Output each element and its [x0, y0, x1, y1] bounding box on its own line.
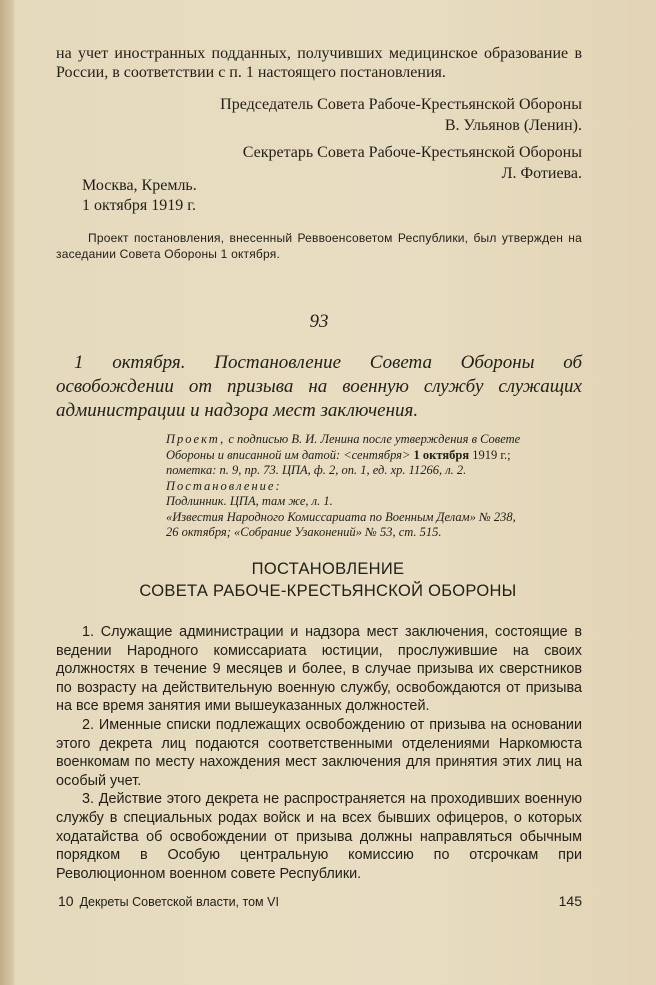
- source-project-text-2: Обороны и вписанной им датой: <сентября>: [166, 447, 411, 462]
- document-title: 1 октября. Постановление Совета Обороны об освобождении от призыва на военную службу служащих администрации и надзора мест заключения.: [56, 352, 582, 421]
- date-text: 1 октября 1919 г.: [82, 197, 196, 214]
- secretary-title: Секретарь Совета Рабоче-Крестьянской Обороны: [242, 144, 582, 161]
- page-footer: [58, 893, 582, 913]
- doc-title-block: [56, 351, 582, 423]
- source-project-line: [166, 432, 584, 448]
- project-note-block: [56, 230, 582, 262]
- document-number: 93: [309, 311, 329, 332]
- chairman-title: Председатель Совета Рабоче-Крестьянской Обороны: [220, 96, 582, 113]
- volume-title: Декреты Советской власти, том VI: [79, 895, 279, 909]
- signature-mark: 10: [58, 893, 74, 909]
- resolution-paragraph-1: 1. Служащие администрации и надзора мест заключения, состоящие в ведении Народного комиссариата юстиции, прослужившие на своих должностях в течение 9 месяцев и более, в случае призыва их сверстников по возрасту на действительную военную службу, освобождаются от призыва на все время занятия ими вышеуказанных должностей.: [56, 624, 582, 715]
- place-date-block: [56, 176, 582, 216]
- resolution-paragraph-3: 3. Действие этого декрета не распространяется на проходивших военную службу в специальных родах войск и на всех бывших офицеров, о которых ходатайства об освобождении от призыва должны направляться обычным порядком в Особую центральную комиссию по отсрочкам при Революционном военном совете Республики.: [56, 791, 582, 882]
- page-number: 145: [558, 893, 582, 909]
- source-resolution-label: Постановление:: [166, 478, 282, 493]
- resolution-heading-line-2: СОВЕТА РАБОЧЕ-КРЕСТЬЯНСКОЙ ОБОРОНЫ: [139, 582, 517, 600]
- source-izvestia-line-1: «Известия Народного Комиссариата по Военным Делам» № 238,: [166, 509, 516, 524]
- project-note: Проект постановления, внесенный Реввоенсоветом Республики, был утвержден на заседании Совета Обороны 1 октября.: [56, 231, 582, 261]
- chairman-name: В. Ульянов (Ленин).: [444, 117, 582, 134]
- source-mark-line: пометка: п. 9, пр. 73. ЦПА, ф. 2, оп. 1, ед. хр. 11266, л. 2.: [166, 463, 467, 477]
- source-project-text-3: 1919 г.;: [469, 447, 511, 462]
- signature-block: [56, 94, 582, 184]
- source-date-line: [166, 448, 584, 464]
- sources-block: [166, 432, 584, 541]
- place-text: Москва, Кремль.: [82, 177, 197, 194]
- source-original-line: Подлинник. ЦПА, там же, л. 1.: [166, 494, 333, 508]
- page-gutter: [0, 0, 14, 985]
- resolution-paragraph-2: 2. Именные списки подлежащих освобождению от призыва на основании этого декрета лиц подаются соответственными отделениями Наркомюста военкомам по месту нахождения мест заключения для принятия этих лиц на особый учет.: [56, 716, 582, 789]
- source-project-label: Проект,: [166, 432, 226, 446]
- resolution-heading-line-1: ПОСТАНОВЛЕНИЕ: [251, 560, 405, 578]
- continuation-block: [56, 44, 582, 82]
- source-project-text-1: с подписью В. И. Ленина после утверждения в Совете: [225, 432, 521, 446]
- continuation-paragraph: на учет иностранных подданных, получивших медицинское образование в России, в соответствии с п. 1 настоящего постановления.: [56, 45, 582, 81]
- footer-left: [58, 893, 279, 909]
- source-izvestia-line-2: 26 октября; «Собрание Узаконений» № 53, ст. 515.: [166, 525, 442, 539]
- resolution-body: [56, 623, 582, 883]
- doc-number-block: [56, 311, 582, 333]
- source-project-bold: 1 октября: [413, 447, 470, 462]
- secretary-name: Л. Фотиева.: [501, 165, 582, 182]
